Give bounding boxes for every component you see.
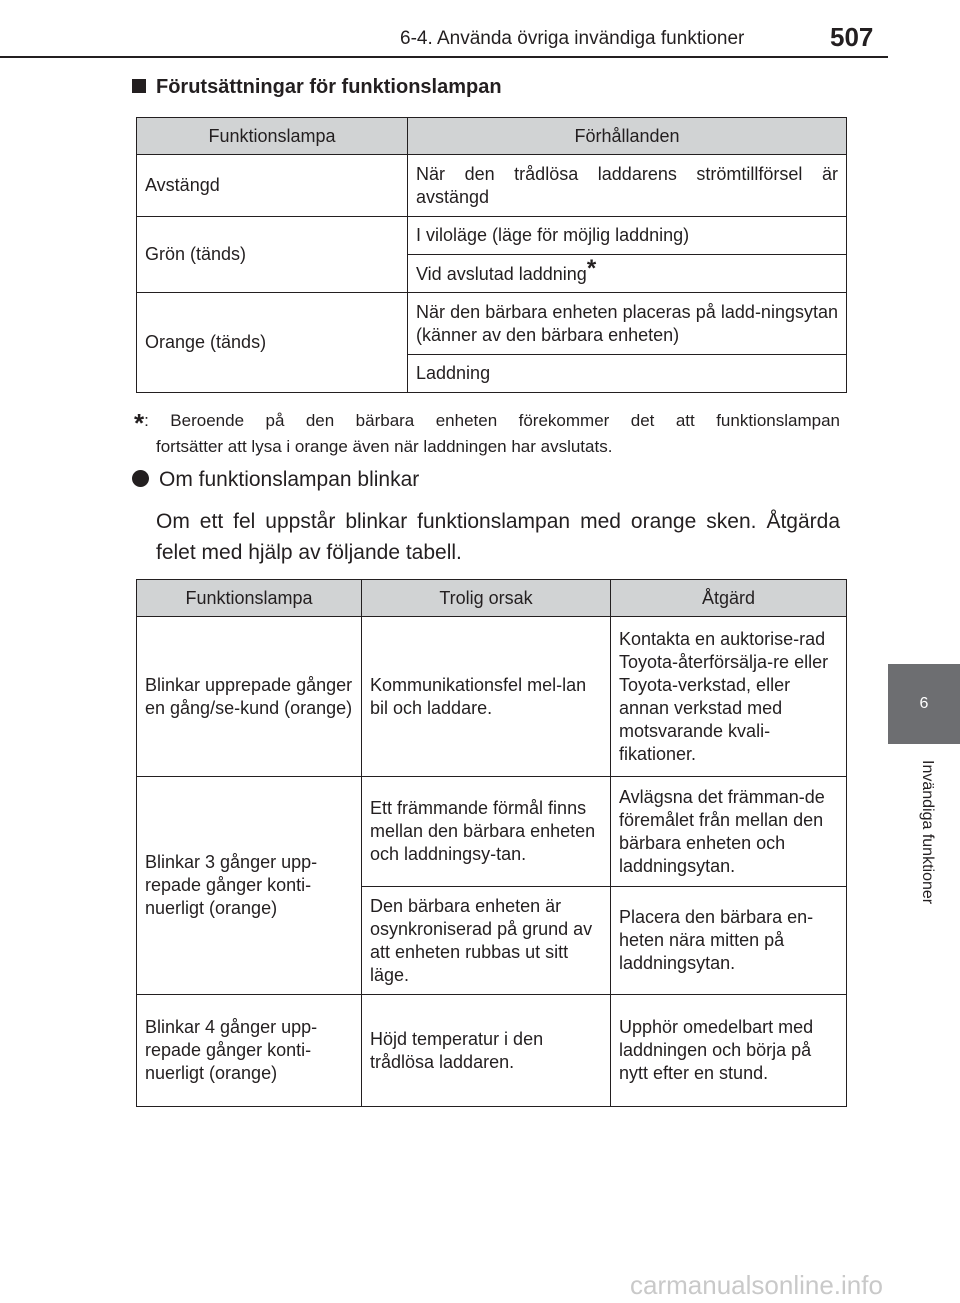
- column-header: Trolig orsak: [362, 580, 611, 617]
- table-cell: Avstängd: [137, 155, 408, 217]
- table-cell: Blinkar 4 gånger upp-repade gånger konti-nuerligt (orange): [137, 995, 362, 1107]
- table-cell: Upphör omedelbart med laddningen och börja på nytt efter en stund.: [611, 995, 847, 1107]
- table-cell: Blinkar 3 gånger upp-repade gånger konti-nuerligt (orange): [137, 777, 362, 995]
- table-row: [137, 995, 847, 1107]
- footnote-line: [134, 404, 840, 438]
- column-header: Förhållanden: [408, 118, 847, 155]
- table-cell: När den bärbara enheten placeras på ladd-ningsytan (känner av den bärbara enheten): [408, 293, 847, 355]
- footnote-mark: *: [586, 255, 597, 282]
- subsection-heading: [132, 468, 419, 492]
- table-cell: Ett främmande förmål finns mellan den bärbara enheten och laddningsy-tan.: [362, 777, 611, 887]
- column-header: Åtgärd: [611, 580, 847, 617]
- table-cell: Kommunikationsfel mel-lan bil och laddare.: [362, 617, 611, 777]
- table-cell: I viloläge (läge för möjlig laddning): [408, 217, 847, 255]
- table-cell: [408, 255, 847, 293]
- footnote-star: *: [134, 408, 145, 438]
- table-cell: Kontakta en auktorise-rad Toyota-återförsälja-re eller Toyota-verkstad, eller annan verkstad med motsvarande kvali-fikationer.: [611, 617, 847, 777]
- column-header: Funktionslampa: [137, 580, 362, 617]
- table-row: [137, 217, 847, 255]
- body-paragraph: Om ett fel uppstår blinkar funktionslampan med orange sken. Åtgärda felet med hjälp av följande tabell.: [156, 510, 840, 564]
- page-number: 507: [830, 22, 874, 52]
- table-row: [137, 777, 847, 887]
- subsection-heading-text: Om funktionslampan blinkar: [159, 468, 420, 491]
- footnote-line: fortsätter att lysa i orange även när laddningen har avslutats.: [156, 437, 613, 456]
- column-header: Funktionslampa: [137, 118, 408, 155]
- table-row: [137, 155, 847, 217]
- table-row: [137, 293, 847, 355]
- table-cell: Höjd temperatur i den trådlösa laddaren.: [362, 995, 611, 1107]
- footnote: [134, 404, 840, 460]
- chapter-label: Invändiga funktioner: [919, 760, 936, 905]
- table-header-row: [137, 580, 847, 617]
- section-heading-text: Förutsättningar för funktionslampan: [156, 76, 502, 98]
- section-heading: [132, 76, 502, 99]
- troubleshooting-table: [136, 579, 847, 1107]
- table-cell: Avlägsna det främman-de föremålet från mellan den bärbara enheten och laddningsytan.: [611, 777, 847, 887]
- table-cell: Placera den bärbara en-heten nära mitten på laddningsytan.: [611, 887, 847, 995]
- round-bullet-icon: [132, 470, 149, 487]
- header-title: 6-4. Använda övriga invändiga funktioner: [400, 28, 745, 49]
- table-cell: Den bärbara enheten är osynkroniserad på grund av att enheten rubbas ut sitt läge.: [362, 887, 611, 995]
- table-row: [137, 617, 847, 777]
- chapter-tab: 6: [888, 664, 960, 744]
- indicator-conditions-table: [136, 117, 847, 393]
- footnote-text: : Beroende på den bärbara enheten förekommer det att funktionslampan: [144, 411, 840, 430]
- table-cell: Orange (tänds): [137, 293, 408, 393]
- table-cell: När den trådlösa laddarens strömtillförsel är avstängd: [408, 155, 847, 217]
- table-cell-text: Vid avslutad laddning: [416, 264, 587, 284]
- table-cell: Blinkar upprepade gånger en gång/se-kund (orange): [137, 617, 362, 777]
- table-cell: Grön (tänds): [137, 217, 408, 293]
- header-divider: [0, 56, 888, 58]
- square-bullet-icon: [132, 79, 146, 93]
- watermark: carmanualsonline.info: [630, 1270, 883, 1300]
- table-cell: Laddning: [408, 355, 847, 393]
- table-header-row: [137, 118, 847, 155]
